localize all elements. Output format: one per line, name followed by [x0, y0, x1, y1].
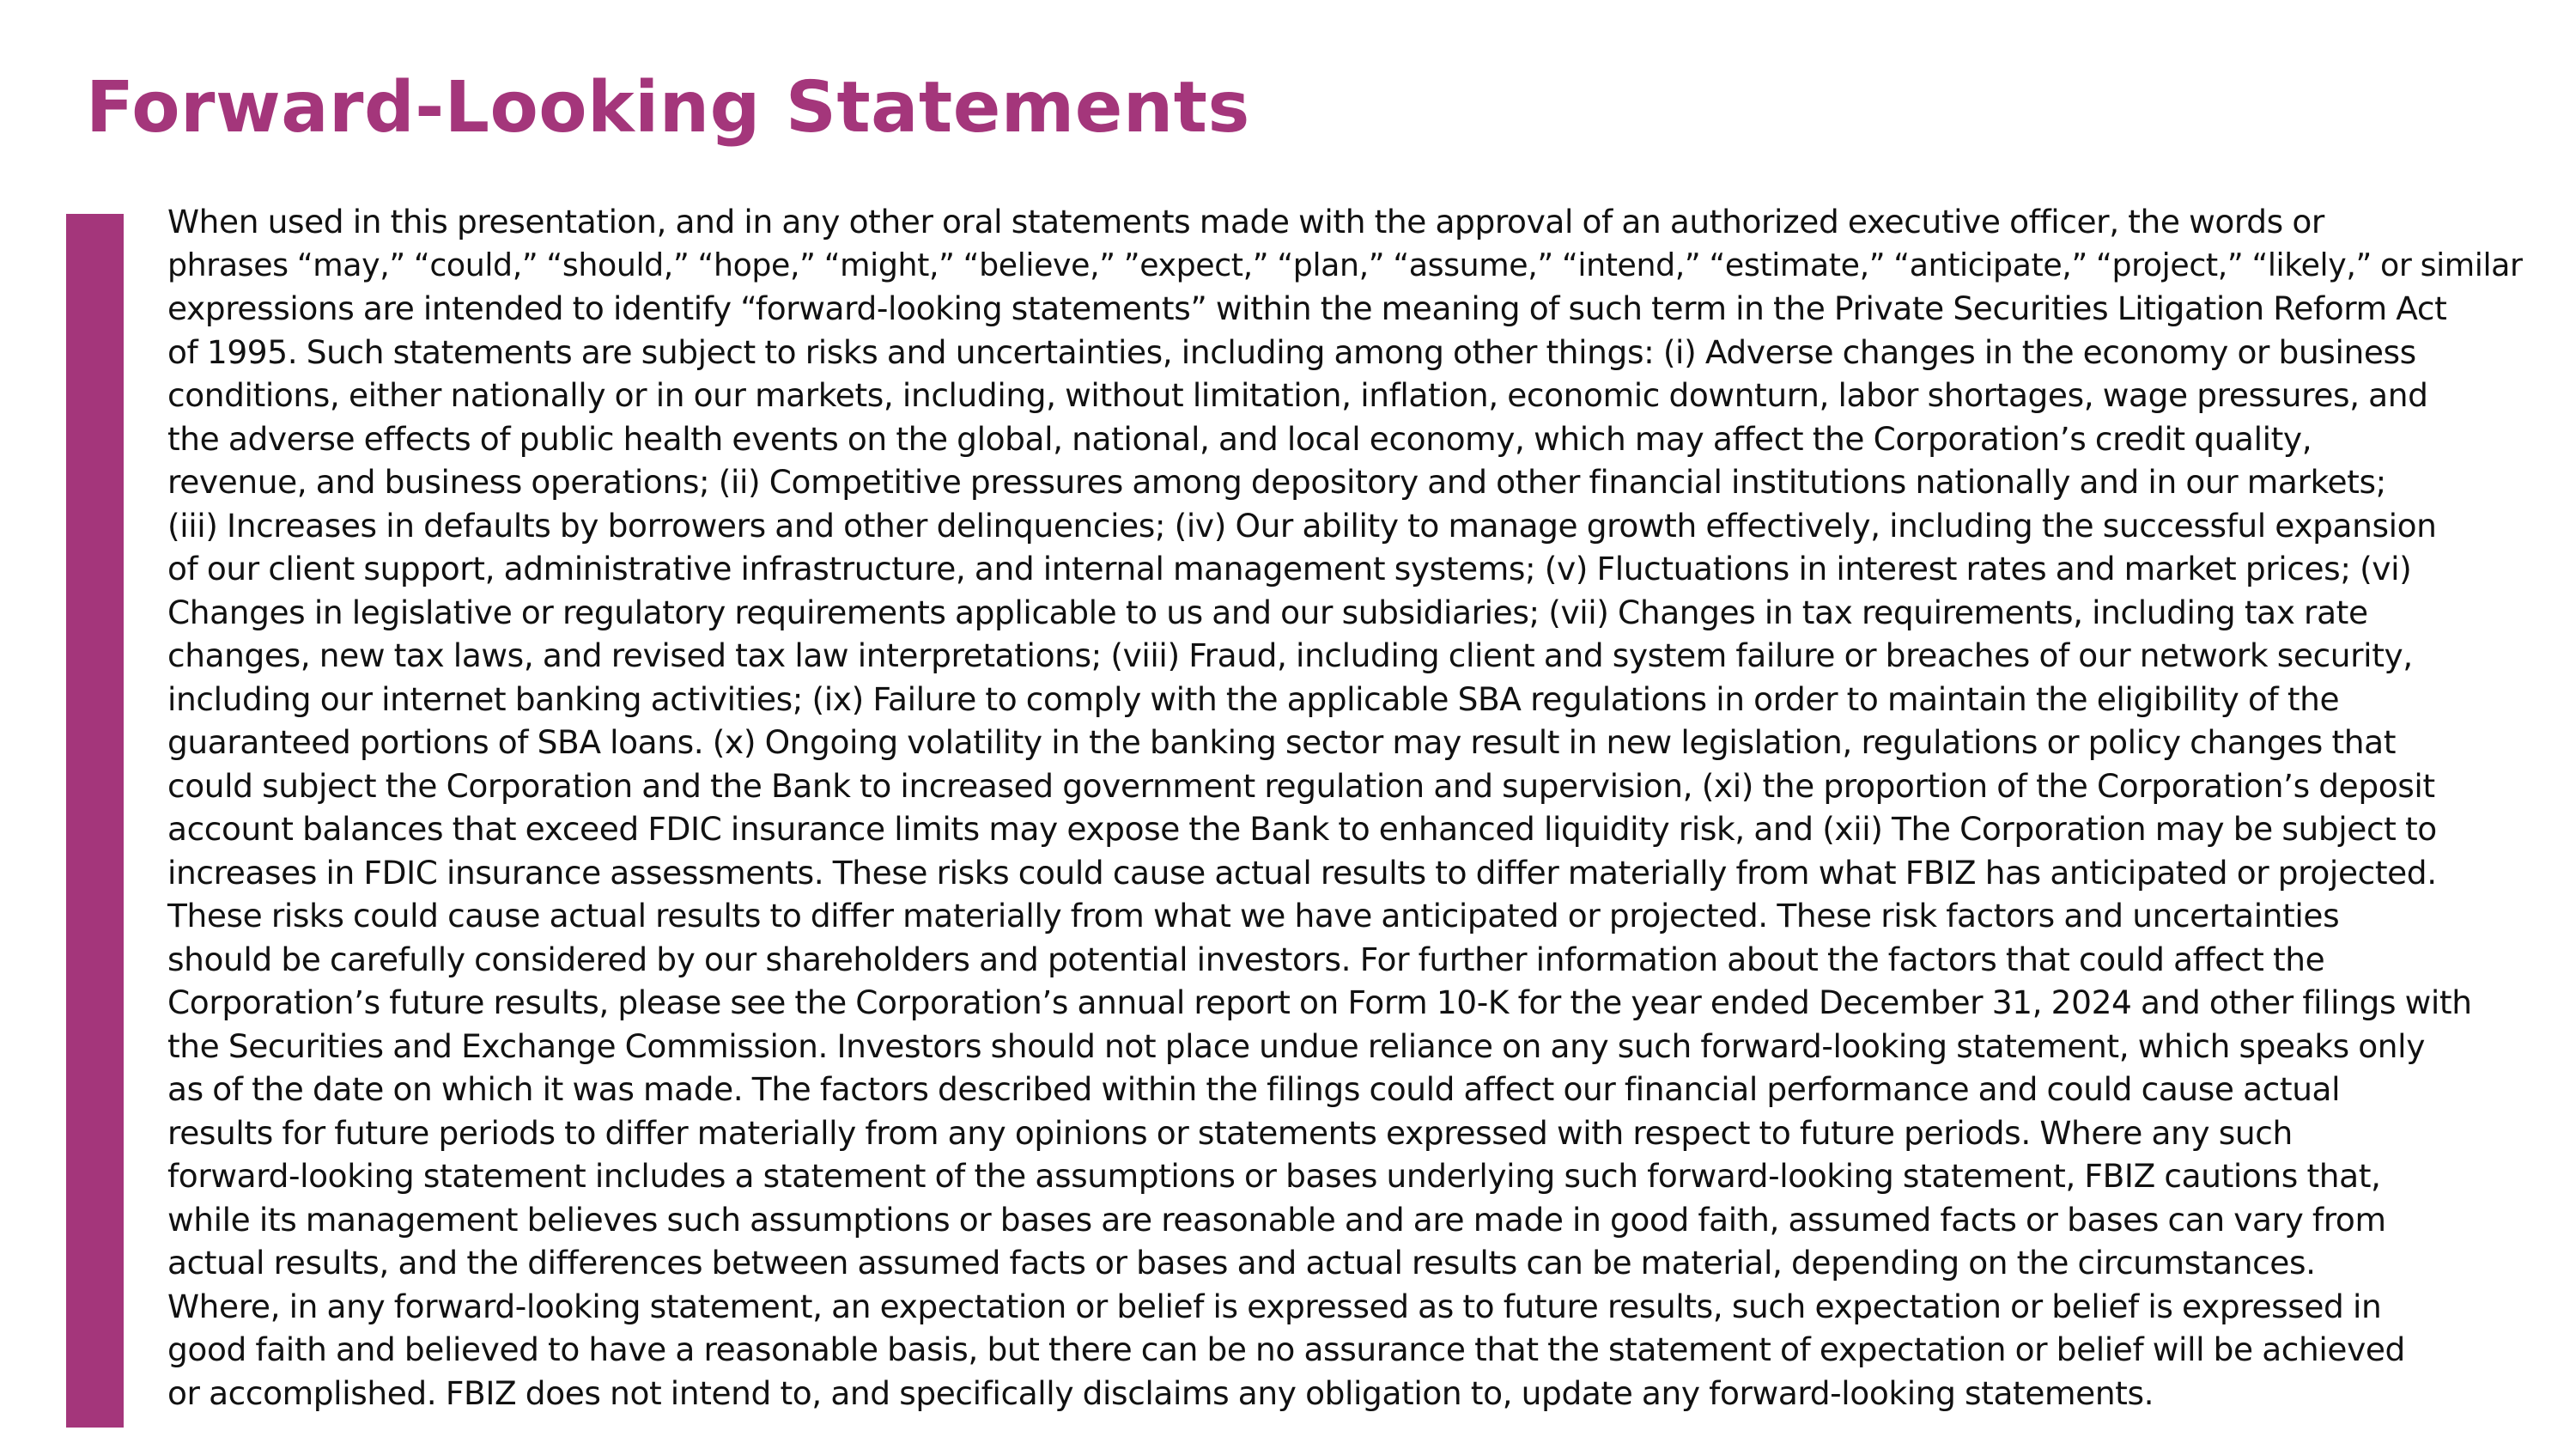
disclaimer-line: actual results, and the differences between assumed facts or bases and actual results can be material, depending on the circumstances.	[167, 1244, 2316, 1282]
disclaimer-line: conditions, either nationally or in our markets, including, without limitation, inflation, economic downturn, labor shortages, wage pressures, and	[167, 376, 2428, 414]
disclaimer-line: guaranteed portions of SBA loans. (x) Ongoing volatility in the banking sector may result in new legislation, regulations or policy changes that	[167, 723, 2396, 761]
disclaimer-line: changes, new tax laws, and revised tax law interpretations; (viii) Fraud, including client and system failure or breaches of our network security,	[167, 636, 2413, 674]
disclaimer-line: (iii) Increases in defaults by borrowers and other delinquencies; (iv) Our ability to manage growth effectively, including the successful expansion	[167, 506, 2437, 545]
disclaimer-line: Corporation’s future results, please see the Corporation’s annual report on Form 10-K for the year ended December 31, 2024 and other filings with	[167, 983, 2472, 1021]
disclaimer-line: account balances that exceed FDIC insurance limits may expose the Bank to enhanced liquidity risk, and (xii) The Corporation may be subject to	[167, 810, 2437, 848]
disclaimer-line: or accomplished. FBIZ does not intend to, and specifically disclaims any obligation to, update any forward-looking statements.	[167, 1373, 2154, 1412]
disclaimer-line: of our client support, administrative infrastructure, and internal management systems; (v) Fluctuations in interest rates and market prices; (vi)	[167, 550, 2412, 588]
disclaimer-line: expressions are intended to identify “forward-looking statements” within the meaning of such term in the Private Securities Litigation Reform Act	[167, 289, 2447, 327]
disclaimer-line: good faith and believed to have a reasonable basis, but there can be no assurance that the statement of expectation or belief will be achieved	[167, 1330, 2405, 1368]
slide-title: Forward-Looking Statements	[86, 67, 1250, 149]
disclaimer-line: while its management believes such assumptions or bases are reasonable and are made in good faith, assumed facts or bases can vary from	[167, 1200, 2386, 1239]
disclaimer-line: should be carefully considered by our shareholders and potential investors. For further information about the factors that could affect the	[167, 940, 2325, 978]
accent-bar	[66, 214, 124, 1428]
disclaimer-line: could subject the Corporation and the Bank to increased government regulation and supervision, (xi) the proportion of the Corporation’s deposit	[167, 766, 2435, 805]
disclaimer-line: as of the date on which it was made. The factors described within the filings could affect our financial performance and could cause actual	[167, 1070, 2341, 1108]
disclaimer-line: These risks could cause actual results to differ materially from what we have anticipated or projected. These risk factors and uncertainties	[167, 897, 2340, 935]
disclaimer-body	[167, 200, 2537, 1415]
disclaimer-line: results for future periods to differ materially from any opinions or statements expressed with respect to future periods. Where any such	[167, 1113, 2293, 1152]
disclaimer-line: When used in this presentation, and in any other oral statements made with the approval of an authorized executive officer, the words or	[167, 203, 2324, 240]
disclaimer-line: of 1995. Such statements are subject to risks and uncertainties, including among other things: (i) Adverse changes in the economy or business	[167, 332, 2416, 371]
disclaimer-line: phrases “may,” “could,” “should,” “hope,” “might,” “believe,” ”expect,” “plan,” “assume,” “intend,” “estimate,” “anticipate,” “project,” “likely,” or similar	[167, 246, 2523, 283]
disclaimer-line: increases in FDIC insurance assessments. These risks could cause actual results to differ materially from what FBIZ has anticipated or projected.	[167, 853, 2437, 892]
disclaimer-line: forward-looking statement includes a statement of the assumptions or bases underlying such forward-looking statement, FBIZ cautions that,	[167, 1157, 2381, 1195]
disclaimer-line: revenue, and business operations; (ii) Competitive pressures among depository and other financial institutions nationally and in our markets;	[167, 463, 2386, 501]
disclaimer-line: including our internet banking activities; (ix) Failure to comply with the applicable SBA regulations in order to maintain the eligibility of the	[167, 679, 2340, 718]
disclaimer-line: the Securities and Exchange Commission. Investors should not place undue reliance on any such forward-looking statement, which speaks only	[167, 1026, 2425, 1065]
disclaimer-line: the adverse effects of public health events on the global, national, and local economy, which may affect the Corporation’s credit quality,	[167, 419, 2312, 458]
disclaimer-line: Changes in legislative or regulatory requirements applicable to us and our subsidiaries; (vii) Changes in tax requirements, including tax rate	[167, 593, 2368, 631]
disclaimer-line: Where, in any forward-looking statement, an expectation or belief is expressed as to future results, such expectation or belief is expressed in	[167, 1287, 2382, 1325]
